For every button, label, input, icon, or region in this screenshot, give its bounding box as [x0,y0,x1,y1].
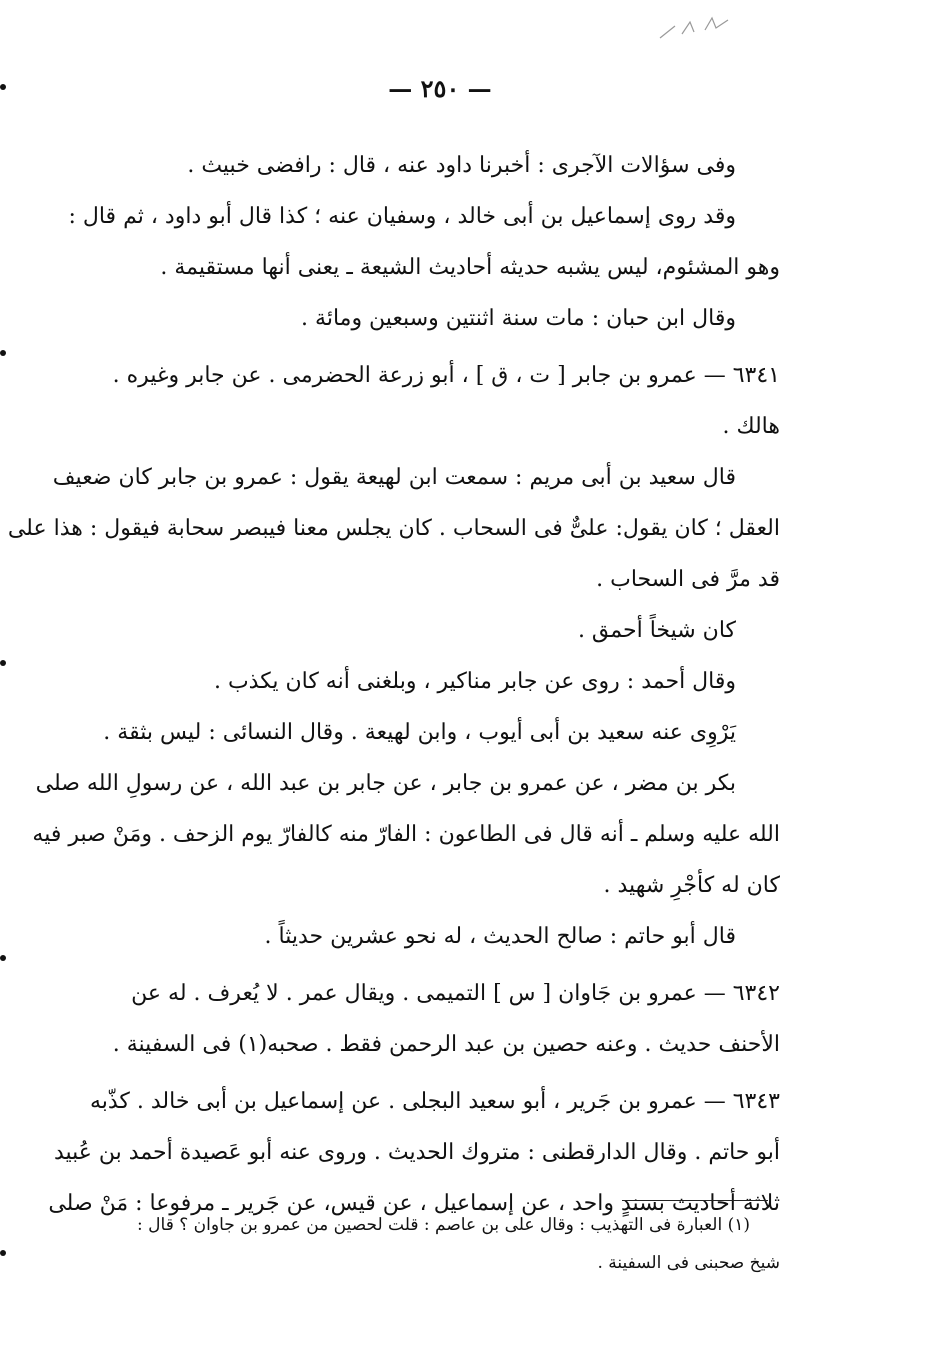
page-number: — ٢٥٠ — [388,74,492,103]
text-line: وقد روى إسماعيل بن أبى خالد ، وسفيان عنه ؛ كذا قال أبو داود ، ثم قال : [68,204,736,229]
text-line: وفى سؤالات الآجرى : أخبرنا داود عنه ، قال : رافضى خبيث . [187,153,736,178]
text-line: أبو حاتم . وقال الدارقطنى : متروك الحديث . وروى عنه أبو عَصيدة أحمد بن عُبيد [53,1140,780,1165]
entry-heading-6342: ٦٣٤٢ — عمرو بن جَاوان [ س ] التميمى . ويقال عمر . لا يُعرف . له عن [131,981,780,1006]
text-line: هالك . [722,414,780,439]
margin-mark [0,955,6,961]
text-line: بكر بن مضر ، عن عمرو بن جابر ، عن جابر بن عبد الله ، عن رسولِ الله صلى [35,771,736,796]
text-line: وقال أحمد : روى عن جابر مناكير ، وبلغنى أنه كان يكذب . [213,669,736,694]
text-line: قال سعيد بن أبى مريم : سمعت ابن لهيعة يقول : عمرو بن جابر كان ضعيف [52,465,736,490]
footnote-line: شيخ صحبنى فى السفينة . [597,1253,780,1273]
entry-heading-6343: ٦٣٤٣ — عمرو بن جَرير ، أبو سعيد البجلى . عن إسماعيل بن أبى خالد . كذّبه [89,1089,780,1114]
footnotes [100,1206,780,1282]
text-line: وقال ابن حبان : مات سنة اثنتين وسبعين ومائة . [301,306,736,331]
text-line: ثلاثة أحاديث بسندٍ واحد ، عن إسماعيل ، عن قيس، عن جَرير ـ مرفوعا : مَنْ صلى [48,1191,780,1216]
text-line: وهو المشئوم، ليس يشبه حديثه أحاديث الشيعة ـ يعنى أنها مستقيمة . [160,255,780,280]
main-text [7,140,780,1229]
text-line: كان شيخاً أحمق . [577,618,736,643]
text-line: الأحنف حديث . وعنه حصين بن عبد الرحمن فقط . صحبه(١) فى السفينة . [112,1032,780,1057]
text-line: يَرْوِى عنه سعيد بن أبى أيوب ، وابن لهيعة . وقال النسائى : ليس بثقة . [103,720,736,745]
footnote-line: (١) العبارة فى التهذيب : وقال على بن عاصم : قلت لحصين من عمرو بن جاوان ؟ قال : [137,1215,750,1235]
margin-mark [0,660,6,666]
text-line: الله عليه وسلم ـ أنه قال فى الطاعون : الفارّ منه كالفارّ يوم الزحف . ومَنْ صبر فيه [32,822,780,847]
margin-mark [0,350,6,356]
footnote-divider [622,1200,768,1201]
handwritten-pencil-mark [650,8,750,48]
text-line: قد مرَّ فى السحاب . [596,567,780,592]
text-line: قال أبو حاتم : صالح الحديث ، له نحو عشرين حديثاً . [264,924,736,949]
text-line: العقل ؛ كان يقول: علىٌّ فى السحاب . كان يجلس معنا فيبصر سحابة فيقول : هذا على [7,516,780,541]
margin-mark [0,1250,6,1256]
entry-heading-6341: ٦٣٤١ — عمرو بن جابر [ ت ، ق ] ، أبو زرعة الحضرمى . عن جابر وغيره . [112,363,780,388]
text-line: كان له كأجْرِ شهيد . [603,873,780,898]
